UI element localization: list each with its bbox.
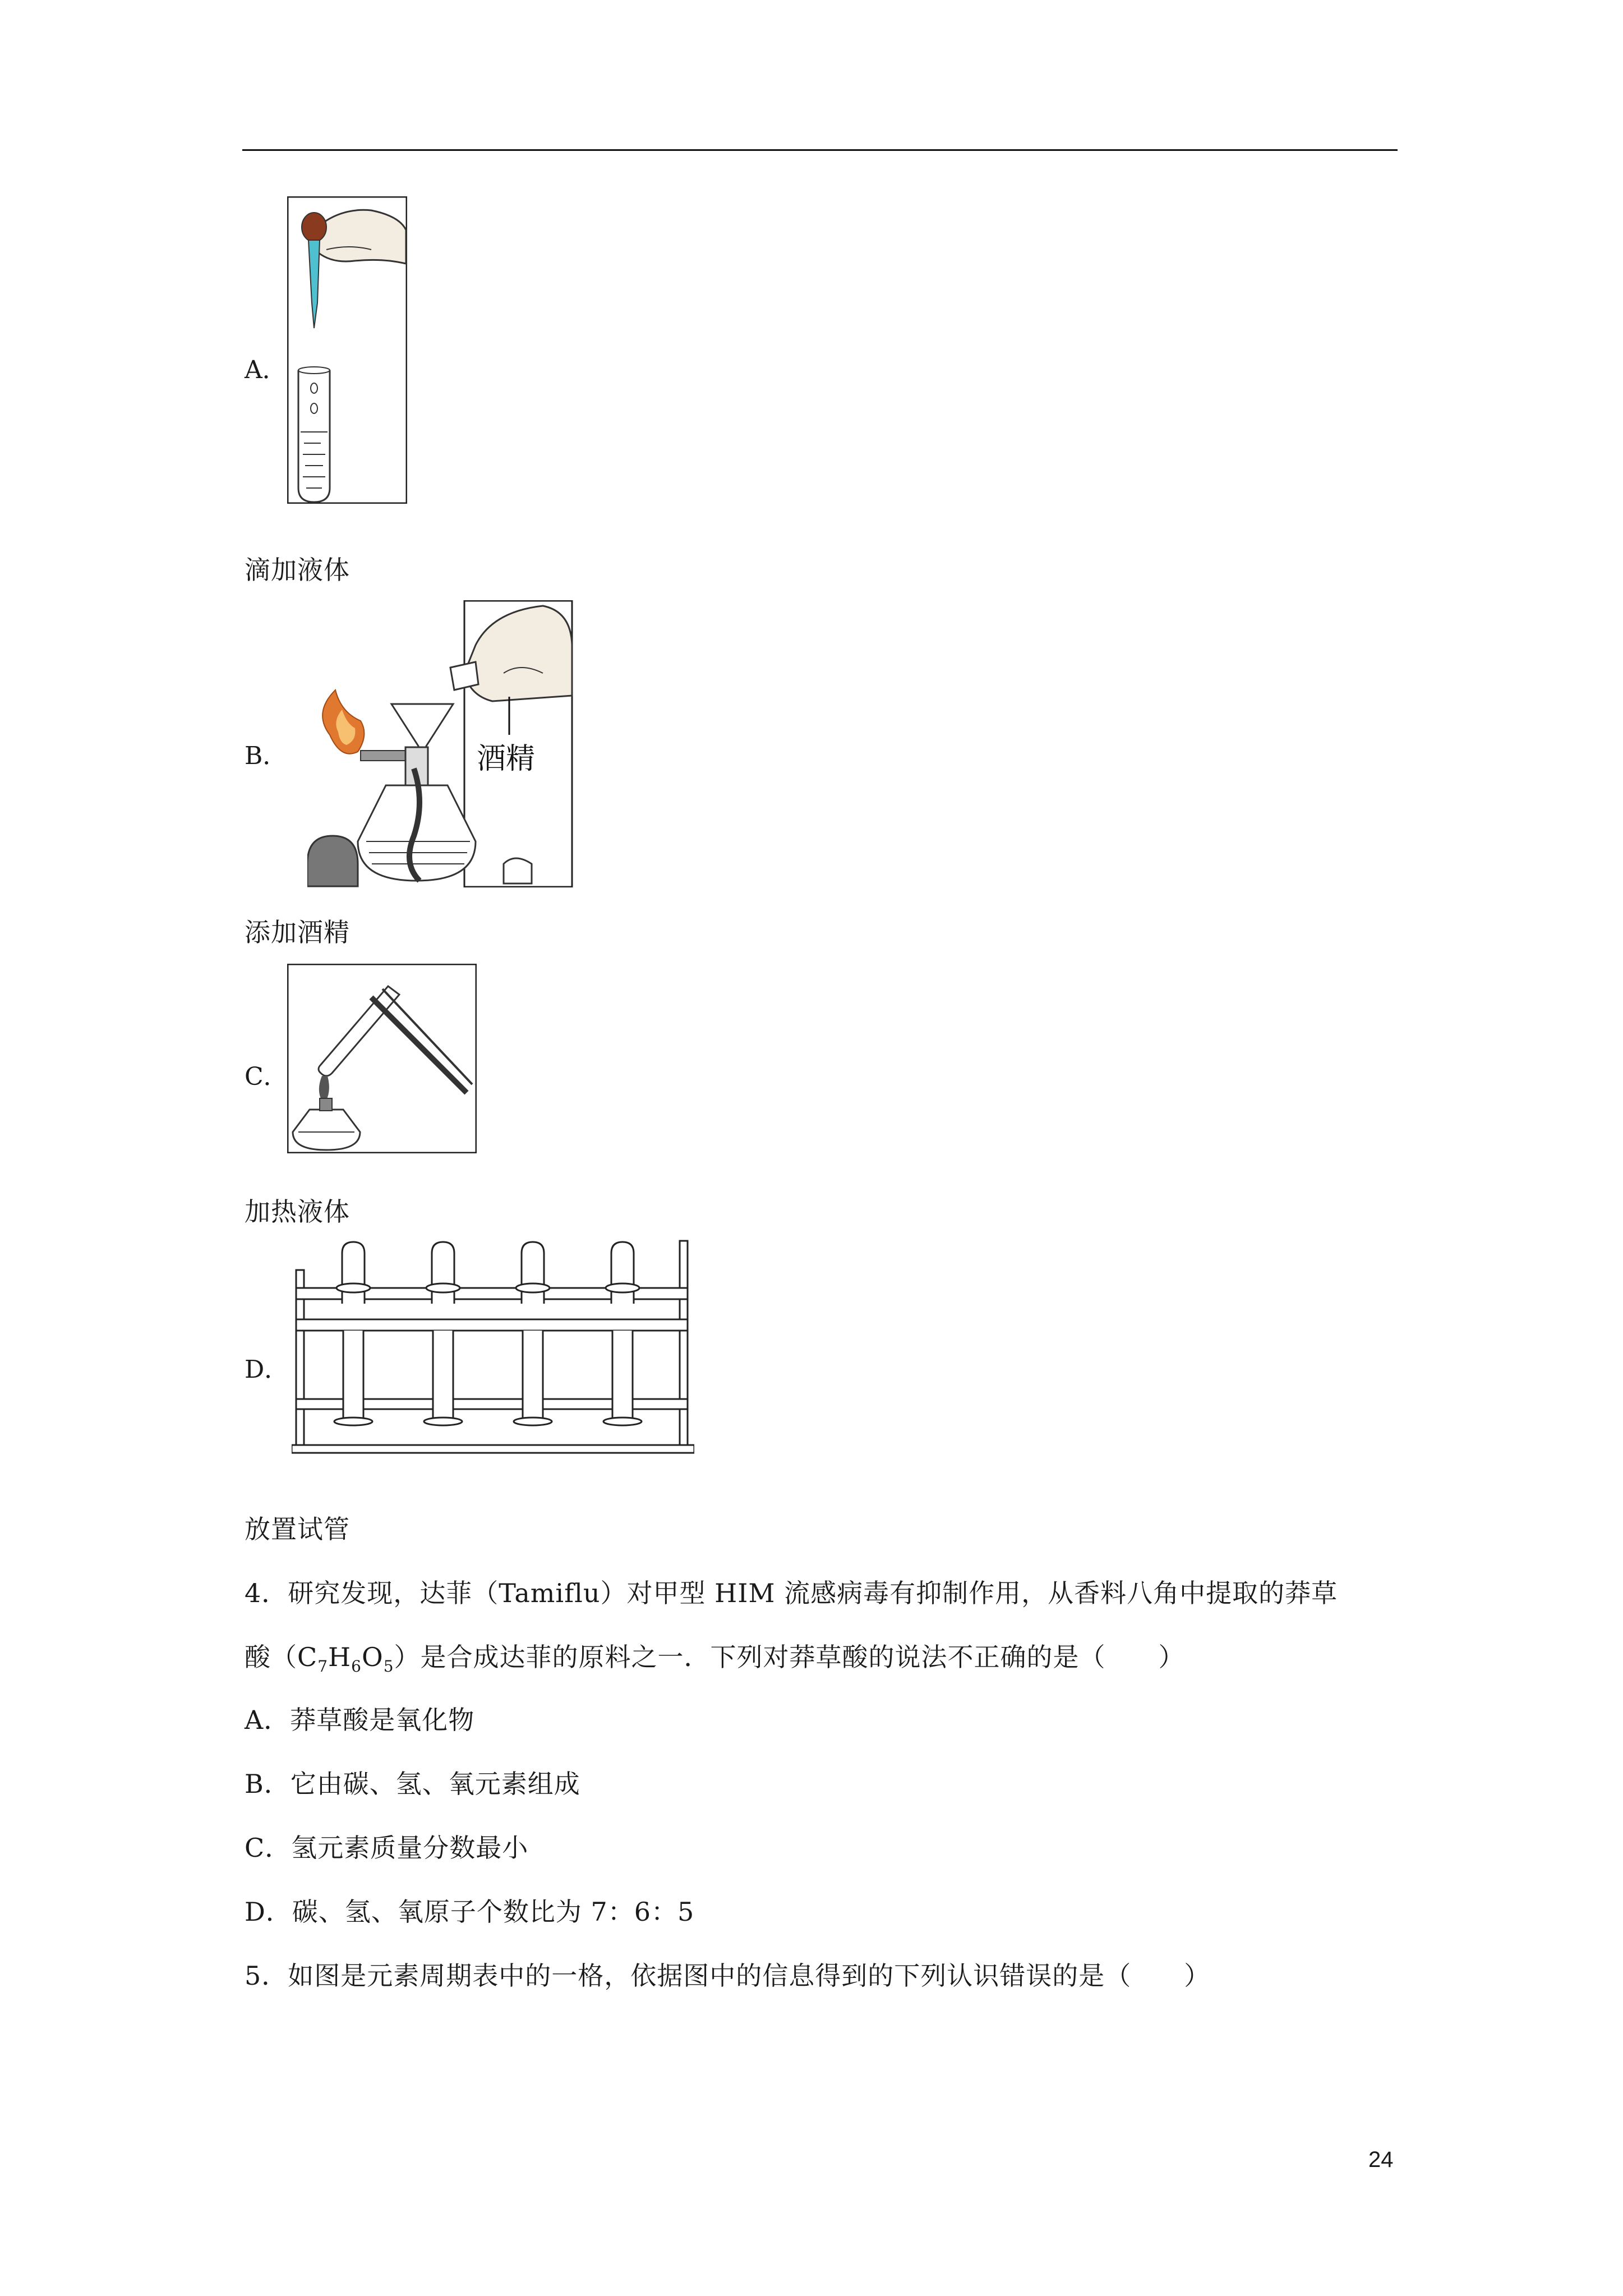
q4-choice-a: A．莽草酸是氧化物	[245, 1705, 475, 1735]
q4-choice-d: D．碳、氢、氧原子个数比为 7：6：5	[245, 1897, 695, 1927]
option-b-caption: 添加酒精	[245, 917, 350, 947]
dropper-figure	[287, 196, 407, 504]
option-d-letter: D．	[245, 1355, 289, 1384]
option-a-letter: A．	[245, 356, 287, 384]
q4-line1: 4．研究发现，达菲（Tamiflu）对甲型 HIM 流感病毒有抑制作用，从香料八角中提取的莽草	[245, 1578, 1338, 1608]
option-d-caption: 放置试管	[245, 1514, 350, 1544]
header-rule	[242, 149, 1398, 151]
option-c-caption: 加热液体	[245, 1197, 350, 1227]
option-a-caption: 滴加液体	[245, 555, 350, 585]
q5-line1: 5．如图是元素周期表中的一格，依据图中的信息得到的下列认识错误的是（ ）	[245, 1961, 1211, 1991]
option-b-letter: B．	[245, 742, 288, 770]
page-number: 24	[1368, 2147, 1394, 2172]
q4-choice-c: C．氢元素质量分数最小	[245, 1833, 529, 1863]
heating-test-tube-figure	[287, 964, 477, 1153]
test-tube-rack-figure	[292, 1236, 694, 1458]
q4-choice-b: B．它由碳、氢、氧元素组成	[245, 1769, 580, 1799]
alcohol-lamp-filling-figure	[307, 600, 573, 887]
alcohol-label: 酒精	[477, 742, 536, 776]
q4-line2: 酸$(C_7H_6O_5)$是合成达菲的原料之一．下列对莽草酸的说法不正确的是（ ）	[245, 1642, 1185, 1676]
option-c-letter: C．	[245, 1062, 288, 1091]
